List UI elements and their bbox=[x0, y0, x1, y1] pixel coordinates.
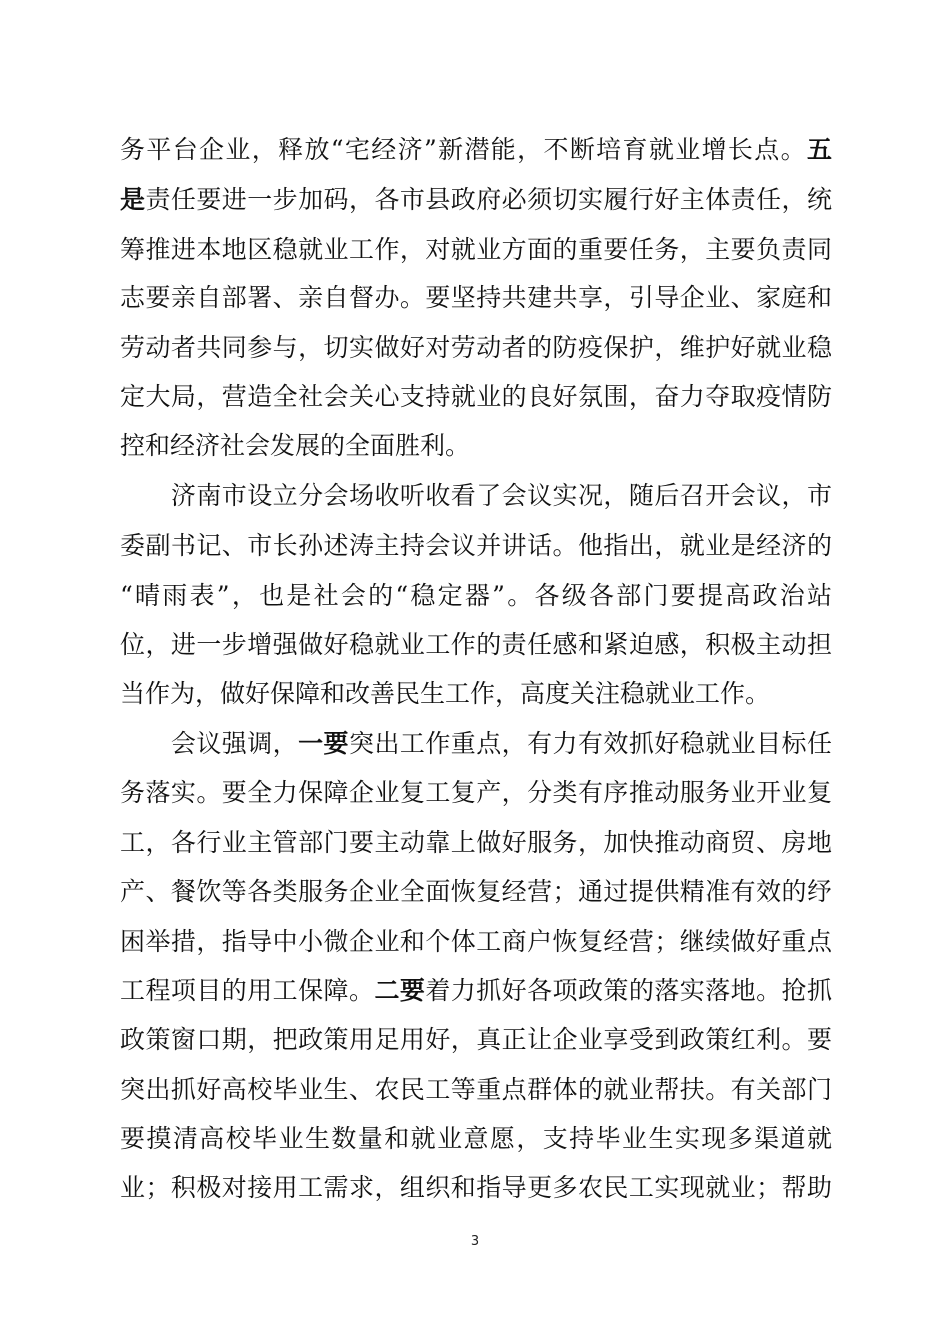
bold-text-segment: 二要 bbox=[374, 976, 426, 1005]
text-segment: 责任要进一步加码，各市县政府必须切实履行好主体责任，统 bbox=[145, 185, 832, 214]
text-segment: 业；积极对接用工需求，组织和指导更多农民工实现就业；帮助 bbox=[120, 1173, 832, 1202]
text-segment: 务平台企业，释放“宅经济”新潜能，不断培育就业增长点。 bbox=[120, 135, 807, 164]
text-segment: “晴雨表”，也是社会的“稳定器”。各级各部门要提高政治站 bbox=[120, 581, 832, 610]
text-line bbox=[120, 182, 832, 218]
text-line bbox=[120, 428, 470, 464]
text-line bbox=[120, 1170, 832, 1206]
text-segment: 委副书记、市长孙述涛主持会议并讲话。他指出，就业是经济的 bbox=[120, 531, 832, 560]
text-segment: 要摸清高校毕业生数量和就业意愿，支持毕业生实现多渠道就 bbox=[120, 1124, 832, 1153]
text-segment: 务落实。要全力保障企业复工复产，分类有序推动服务业开业复 bbox=[120, 778, 832, 807]
text-line bbox=[120, 1072, 832, 1108]
text-segment: 当作为，做好保障和改善民生工作，高度关注稳就业工作。 bbox=[120, 679, 771, 708]
text-segment: 工程项目的用工保障。 bbox=[120, 976, 375, 1005]
text-segment: 突出工作重点，有力有效抓好稳就业目标任 bbox=[349, 729, 832, 758]
text-line bbox=[120, 528, 832, 564]
text-line bbox=[120, 825, 832, 861]
text-segment: 着力抓好各项政策的落实落地。抢抓 bbox=[425, 976, 832, 1005]
text-line bbox=[120, 578, 832, 614]
text-line bbox=[120, 379, 832, 415]
text-segment: 筹推进本地区稳就业工作，对就业方面的重要任务，主要负责同 bbox=[120, 235, 832, 264]
text-line bbox=[120, 232, 832, 268]
text-segment: 控和经济社会发展的全面胜利。 bbox=[120, 431, 471, 460]
bold-text-segment: 一要 bbox=[298, 729, 349, 758]
text-line bbox=[120, 627, 832, 663]
text-segment: 困举措，指导中小微企业和个体工商户恢复经营；继续做好重点 bbox=[120, 927, 832, 956]
text-line bbox=[120, 726, 832, 762]
text-segment: 定大局，营造全社会关心支持就业的良好氛围，奋力夺取疫情防 bbox=[120, 382, 832, 411]
text-segment: 突出抓好高校毕业生、农民工等重点群体的就业帮扶。有关部门 bbox=[120, 1075, 832, 1104]
text-line bbox=[120, 1121, 832, 1157]
text-segment: 会议强调， bbox=[120, 729, 299, 758]
text-line bbox=[120, 775, 832, 811]
page-number: 3 bbox=[470, 1234, 480, 1249]
text-line bbox=[120, 330, 832, 366]
bold-text-segment: 五 bbox=[806, 135, 832, 164]
text-segment: 工，各行业主管部门要主动靠上做好服务，加快推动商贸、房地 bbox=[120, 828, 832, 857]
text-segment: 劳动者共同参与，切实做好对劳动者的防疫保护，维护好就业稳 bbox=[120, 333, 832, 362]
text-line bbox=[120, 478, 832, 514]
text-line bbox=[120, 676, 770, 712]
text-segment: 产、餐饮等各类服务企业全面恢复经营；通过提供精准有效的纾 bbox=[120, 877, 832, 906]
text-line bbox=[120, 973, 832, 1009]
text-line bbox=[120, 874, 832, 910]
text-segment: 济南市设立分会场收听收看了会议实况，随后召开会议，市 bbox=[120, 481, 832, 510]
text-line bbox=[120, 924, 832, 960]
text-segment: 志要亲自部署、亲自督办。要坚持共建共享，引导企业、家庭和 bbox=[120, 283, 832, 312]
text-segment: 政策窗口期，把政策用足用好，真正让企业享受到政策红利。要 bbox=[120, 1025, 832, 1054]
text-line bbox=[120, 132, 832, 168]
text-line bbox=[120, 1022, 832, 1058]
bold-text-segment: 是 bbox=[120, 185, 146, 214]
text-segment: 位，进一步增强做好稳就业工作的责任感和紧迫感，积极主动担 bbox=[120, 630, 832, 659]
text-line bbox=[120, 280, 832, 316]
